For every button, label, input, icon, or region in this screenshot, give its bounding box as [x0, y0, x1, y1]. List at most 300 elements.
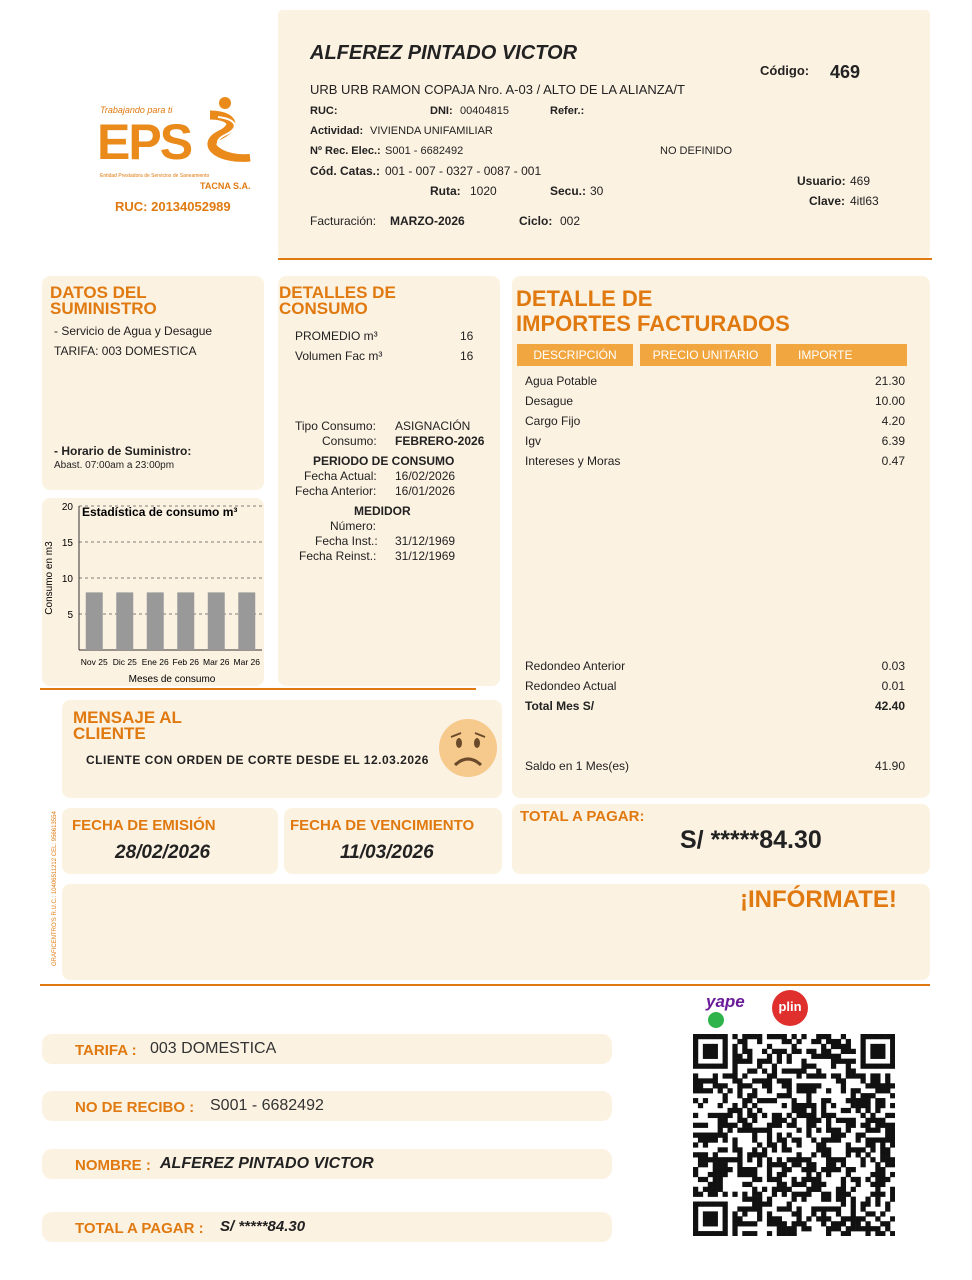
qr-module: [732, 1078, 737, 1083]
qr-module: [777, 1231, 782, 1236]
qr-module: [880, 1211, 885, 1216]
qr-module: [713, 1182, 718, 1187]
qr-module: [782, 1147, 787, 1152]
qr-module: [796, 1216, 801, 1221]
stub-recibo-label: NO DE RECIBO :: [75, 1099, 195, 1116]
qr-module: [836, 1137, 841, 1142]
horario-value: Abast. 07:00am a 23:00pm: [54, 460, 175, 471]
qr-module: [880, 1103, 885, 1108]
qr-module: [792, 1182, 797, 1187]
qr-module: [792, 1123, 797, 1128]
qr-module: [821, 1098, 826, 1103]
qr-module: [801, 1167, 806, 1172]
qr-module: [885, 1177, 890, 1182]
qr-module: [777, 1162, 782, 1167]
fecha-inst-value: 31/12/1969: [395, 534, 456, 548]
qr-module: [875, 1192, 880, 1197]
qr-module: [816, 1054, 821, 1059]
qr-module: [757, 1142, 762, 1147]
qr-module: [870, 1157, 875, 1162]
chart-title: Estadística de consumo m³: [82, 505, 238, 519]
vencimiento-value: 11/03/2026: [340, 842, 434, 863]
qr-module: [723, 1202, 728, 1207]
qr-module: [723, 1093, 728, 1098]
qr-module: [885, 1152, 890, 1157]
qr-module: [796, 1142, 801, 1147]
qr-module: [816, 1118, 821, 1123]
qr-module: [885, 1123, 890, 1128]
qr-module: [865, 1103, 870, 1108]
qr-module: [762, 1049, 767, 1054]
qr-module: [752, 1152, 757, 1157]
qr-module: [782, 1049, 787, 1054]
qr-module: [752, 1147, 757, 1152]
informate-title: ¡INFÓRMATE!: [740, 886, 897, 913]
catas-value: 001 - 007 - 0327 - 0087 - 001: [385, 164, 542, 178]
qr-module: [890, 1187, 895, 1192]
qr-module: [826, 1197, 831, 1202]
qr-module: [742, 1172, 747, 1177]
qr-module: [846, 1044, 851, 1049]
qr-module: [787, 1068, 792, 1073]
qr-module: [796, 1221, 801, 1226]
qr-module: [811, 1049, 816, 1054]
qr-module: [737, 1162, 742, 1167]
customer-address: URB URB RAMON COPAJA Nro. A-03 / ALTO DE LA ALIANZA/T: [310, 82, 685, 97]
qr-module: [816, 1068, 821, 1073]
qr-module: [693, 1202, 698, 1207]
plin-text: plin: [778, 999, 802, 1014]
qr-module: [742, 1231, 747, 1236]
qr-module: [782, 1182, 787, 1187]
qr-module: [846, 1152, 851, 1157]
qr-module: [693, 1211, 698, 1216]
qr-module: [787, 1206, 792, 1211]
qr-module: [826, 1216, 831, 1221]
qr-module: [732, 1147, 737, 1152]
qr-module: [742, 1044, 747, 1049]
qr-module: [831, 1059, 836, 1064]
qr-module: [851, 1221, 856, 1226]
item-label: Intereses y Moras: [525, 454, 621, 468]
qr-module: [801, 1192, 806, 1197]
qr-module: [856, 1133, 861, 1138]
qr-module: [772, 1034, 777, 1039]
qr-module: [698, 1123, 703, 1128]
sad-face-icon: [437, 717, 499, 779]
qr-module: [865, 1118, 870, 1123]
qr-module: [713, 1034, 718, 1039]
qr-module: [811, 1118, 816, 1123]
qr-module: [787, 1202, 792, 1207]
qr-module: [890, 1054, 895, 1059]
qr-module: [782, 1221, 787, 1226]
qr-module: [890, 1083, 895, 1088]
qr-module: [732, 1226, 737, 1231]
qr-module: [752, 1088, 757, 1093]
qr-module: [865, 1142, 870, 1147]
qr-module: [875, 1162, 880, 1167]
qr-module: [703, 1187, 708, 1192]
qr-module: [787, 1059, 792, 1064]
qr-module: [718, 1162, 723, 1167]
qr-module: [836, 1044, 841, 1049]
qr-module: [693, 1088, 698, 1093]
qr-module: [826, 1152, 831, 1157]
qr-module: [713, 1167, 718, 1172]
qr-module: [718, 1187, 723, 1192]
qr-module: [831, 1167, 836, 1172]
qr-module: [796, 1206, 801, 1211]
fecha-inst-label: Fecha Inst.:: [315, 534, 378, 548]
item-value: 10.00: [874, 394, 905, 408]
qr-module: [698, 1192, 703, 1197]
qr-module: [875, 1177, 880, 1182]
qr-module: [762, 1202, 767, 1207]
qr-module: [831, 1226, 836, 1231]
qr-module: [841, 1078, 846, 1083]
qr-module: [718, 1113, 723, 1118]
qr-module: [742, 1059, 747, 1064]
qr-module: [708, 1231, 713, 1236]
qr-module: [703, 1177, 708, 1182]
qr-module: [703, 1216, 708, 1221]
qr-module: [727, 1088, 732, 1093]
qr-module: [713, 1192, 718, 1197]
qr-module: [752, 1093, 757, 1098]
qr-module: [757, 1157, 762, 1162]
qr-module: [792, 1226, 797, 1231]
qr-module: [851, 1187, 856, 1192]
qr-module: [841, 1197, 846, 1202]
qr-module: [792, 1231, 797, 1236]
qr-module: [831, 1128, 836, 1133]
qr-module: [846, 1049, 851, 1054]
qr-module: [880, 1142, 885, 1147]
qr-module: [811, 1083, 816, 1088]
qr-module: [698, 1152, 703, 1157]
logo-ruc: RUC: 20134052989: [115, 199, 231, 214]
qr-module: [698, 1034, 703, 1039]
qr-module: [821, 1103, 826, 1108]
qr-module: [875, 1064, 880, 1069]
qr-module: [856, 1073, 861, 1078]
qr-module: [767, 1083, 772, 1088]
qr-module: [870, 1192, 875, 1197]
qr-module: [757, 1064, 762, 1069]
qr-module: [703, 1162, 708, 1167]
qr-module: [861, 1162, 866, 1167]
qr-module: [693, 1044, 698, 1049]
qr-module: [747, 1034, 752, 1039]
qr-module: [698, 1137, 703, 1142]
qr-module: [698, 1162, 703, 1167]
qr-module: [742, 1118, 747, 1123]
qr-module: [880, 1192, 885, 1197]
yape-icon: [706, 992, 766, 1018]
qr-module: [890, 1093, 895, 1098]
qr-module: [767, 1137, 772, 1142]
qr-module: [875, 1044, 880, 1049]
qr-module: [777, 1054, 782, 1059]
qr-module: [698, 1157, 703, 1162]
qr-module: [816, 1147, 821, 1152]
qr-module: [821, 1049, 826, 1054]
qr-module: [718, 1103, 723, 1108]
y-axis-label: Consumo en m3: [44, 541, 55, 615]
qr-module: [831, 1044, 836, 1049]
qr-module: [801, 1113, 806, 1118]
qr-module: [757, 1197, 762, 1202]
qr-module: [698, 1064, 703, 1069]
qr-module: [870, 1113, 875, 1118]
qr-module: [796, 1108, 801, 1113]
qr-module: [890, 1137, 895, 1142]
qr-module: [762, 1098, 767, 1103]
qr-module: [718, 1088, 723, 1093]
qr-module: [831, 1162, 836, 1167]
qr-module: [752, 1133, 757, 1138]
qr-module: [816, 1128, 821, 1133]
qr-module: [821, 1044, 826, 1049]
qr-module: [851, 1103, 856, 1108]
qr-module: [713, 1177, 718, 1182]
qr-module: [885, 1221, 890, 1226]
suministro-title-2: SUMINISTRO: [50, 299, 157, 318]
qr-module: [757, 1034, 762, 1039]
qr-module: [787, 1088, 792, 1093]
qr-module: [880, 1137, 885, 1142]
qr-module: [767, 1142, 772, 1147]
qr-module: [693, 1187, 698, 1192]
qr-module: [752, 1202, 757, 1207]
qr-module: [792, 1221, 797, 1226]
qr-module: [747, 1197, 752, 1202]
qr-module: [787, 1157, 792, 1162]
qr-module: [742, 1211, 747, 1216]
qr-module: [752, 1128, 757, 1133]
x-axis-label: Meses de consumo: [128, 674, 216, 685]
qr-module: [698, 1083, 703, 1088]
qr-module: [713, 1054, 718, 1059]
mensaje-text: CLIENTE CON ORDEN DE CORTE DESDE EL 12.03.2026: [86, 753, 429, 767]
qr-module: [870, 1078, 875, 1083]
qr-module: [703, 1078, 708, 1083]
qr-module: [732, 1231, 737, 1236]
qr-module: [693, 1231, 698, 1236]
qr-module: [826, 1034, 831, 1039]
qr-code-icon: [693, 1034, 895, 1236]
qr-module: [890, 1103, 895, 1108]
qr-module: [767, 1128, 772, 1133]
qr-module: [841, 1044, 846, 1049]
qr-module: [727, 1123, 732, 1128]
qr-module: [811, 1182, 816, 1187]
qr-module: [762, 1187, 767, 1192]
qr-module: [772, 1177, 777, 1182]
qr-module: [801, 1068, 806, 1073]
qr-module: [723, 1162, 728, 1167]
header-importe: IMPORTE: [776, 344, 907, 366]
rec-label: Nº Rec. Elec.:: [310, 145, 381, 157]
qr-module: [851, 1211, 856, 1216]
redondeo-anterior-value: 0.03: [881, 659, 905, 673]
qr-module: [732, 1103, 737, 1108]
qr-module: [806, 1088, 811, 1093]
qr-module: [875, 1123, 880, 1128]
qr-module: [713, 1137, 718, 1142]
qr-module: [772, 1064, 777, 1069]
qr-module: [875, 1034, 880, 1039]
qr-module: [826, 1192, 831, 1197]
consumo-label: Consumo:: [322, 434, 377, 448]
qr-module: [723, 1034, 728, 1039]
qr-module: [767, 1197, 772, 1202]
redondeo-actual-value: 0.01: [881, 679, 905, 693]
qr-module: [742, 1123, 747, 1128]
qr-module: [737, 1118, 742, 1123]
qr-module: [737, 1216, 742, 1221]
qr-module: [742, 1128, 747, 1133]
qr-module: [767, 1162, 772, 1167]
qr-module: [747, 1049, 752, 1054]
qr-module: [856, 1137, 861, 1142]
clave-label: Clave:: [809, 194, 846, 208]
qr-module: [742, 1182, 747, 1187]
qr-module: [708, 1157, 713, 1162]
qr-module: [875, 1083, 880, 1088]
qr-module: [856, 1177, 861, 1182]
qr-module: [880, 1064, 885, 1069]
qr-module: [747, 1113, 752, 1118]
qr-module: [693, 1073, 698, 1078]
qr-module: [737, 1054, 742, 1059]
qr-module: [796, 1137, 801, 1142]
qr-module: [737, 1113, 742, 1118]
qr-module: [708, 1054, 713, 1059]
qr-module: [713, 1221, 718, 1226]
qr-module: [826, 1162, 831, 1167]
qr-module: [811, 1073, 816, 1078]
qr-module: [811, 1162, 816, 1167]
qr-module: [811, 1187, 816, 1192]
qr-module: [693, 1133, 698, 1138]
stub-nombre-value: ALFEREZ PINTADO VICTOR: [160, 1155, 374, 1172]
actividad-value: VIVIENDA UNIFAMILIAR: [370, 125, 493, 137]
qr-module: [742, 1034, 747, 1039]
qr-module: [796, 1128, 801, 1133]
qr-module: [762, 1147, 767, 1152]
item-label: Agua Potable: [525, 374, 598, 388]
qr-module: [737, 1039, 742, 1044]
qr-module: [861, 1147, 866, 1152]
qr-module: [732, 1049, 737, 1054]
qr-module: [767, 1211, 772, 1216]
qr-module: [841, 1221, 846, 1226]
qr-module: [875, 1226, 880, 1231]
ruta-label: Ruta:: [430, 184, 461, 198]
qr-module: [841, 1231, 846, 1236]
qr-module: [792, 1044, 797, 1049]
qr-module: [747, 1108, 752, 1113]
qr-module: [796, 1073, 801, 1078]
qr-module: [875, 1103, 880, 1108]
qr-module: [777, 1049, 782, 1054]
qr-module: [880, 1221, 885, 1226]
saldo-label: Saldo en 1 Mes(es): [525, 759, 630, 773]
qr-module: [801, 1177, 806, 1182]
qr-module: [752, 1177, 757, 1182]
qr-module: [806, 1177, 811, 1182]
qr-module: [782, 1206, 787, 1211]
secu-value: 30: [590, 184, 604, 198]
qr-module: [836, 1226, 841, 1231]
total-value: S/ *****84.30: [680, 826, 822, 854]
qr-module: [757, 1059, 762, 1064]
qr-module: [826, 1167, 831, 1172]
qr-module: [747, 1221, 752, 1226]
qr-module: [693, 1216, 698, 1221]
qr-module: [836, 1133, 841, 1138]
qr-module: [890, 1034, 895, 1039]
qr-module: [880, 1034, 885, 1039]
stub-recibo-value: S001 - 6682492: [210, 1097, 324, 1114]
qr-module: [870, 1054, 875, 1059]
qr-module: [742, 1103, 747, 1108]
qr-module: [752, 1118, 757, 1123]
qr-module: [846, 1039, 851, 1044]
qr-module: [703, 1142, 708, 1147]
qr-module: [806, 1128, 811, 1133]
qr-module: [796, 1152, 801, 1157]
header-precio-unitario: PRECIO UNITARIO: [640, 344, 771, 366]
qr-module: [752, 1221, 757, 1226]
qr-module: [782, 1187, 787, 1192]
qr-module: [693, 1034, 698, 1039]
qr-module: [708, 1064, 713, 1069]
qr-module: [851, 1073, 856, 1078]
stub-total: [42, 1212, 612, 1242]
qr-module: [732, 1073, 737, 1078]
qr-module: [861, 1044, 866, 1049]
qr-module: [841, 1088, 846, 1093]
qr-module: [851, 1098, 856, 1103]
qr-module: [806, 1123, 811, 1128]
codigo-value: 469: [830, 62, 861, 82]
fecha-anterior-label: Fecha Anterior:: [295, 484, 377, 498]
qr-module: [727, 1157, 732, 1162]
qr-module: [693, 1054, 698, 1059]
qr-module: [737, 1108, 742, 1113]
qr-module: [737, 1078, 742, 1083]
qr-module: [792, 1157, 797, 1162]
logo-text: EPS: [97, 114, 192, 170]
qr-module: [718, 1064, 723, 1069]
qr-module: [865, 1093, 870, 1098]
qr-module: [890, 1162, 895, 1167]
qr-module: [732, 1064, 737, 1069]
qr-module: [875, 1108, 880, 1113]
fecha-actual-value: 16/02/2026: [395, 469, 456, 483]
qr-module: [782, 1192, 787, 1197]
qr-module: [747, 1231, 752, 1236]
qr-module: [816, 1172, 821, 1177]
qr-module: [708, 1182, 713, 1187]
qr-module: [718, 1231, 723, 1236]
qr-module: [713, 1113, 718, 1118]
qr-module: [747, 1054, 752, 1059]
y-tick-label: 5: [67, 610, 73, 621]
